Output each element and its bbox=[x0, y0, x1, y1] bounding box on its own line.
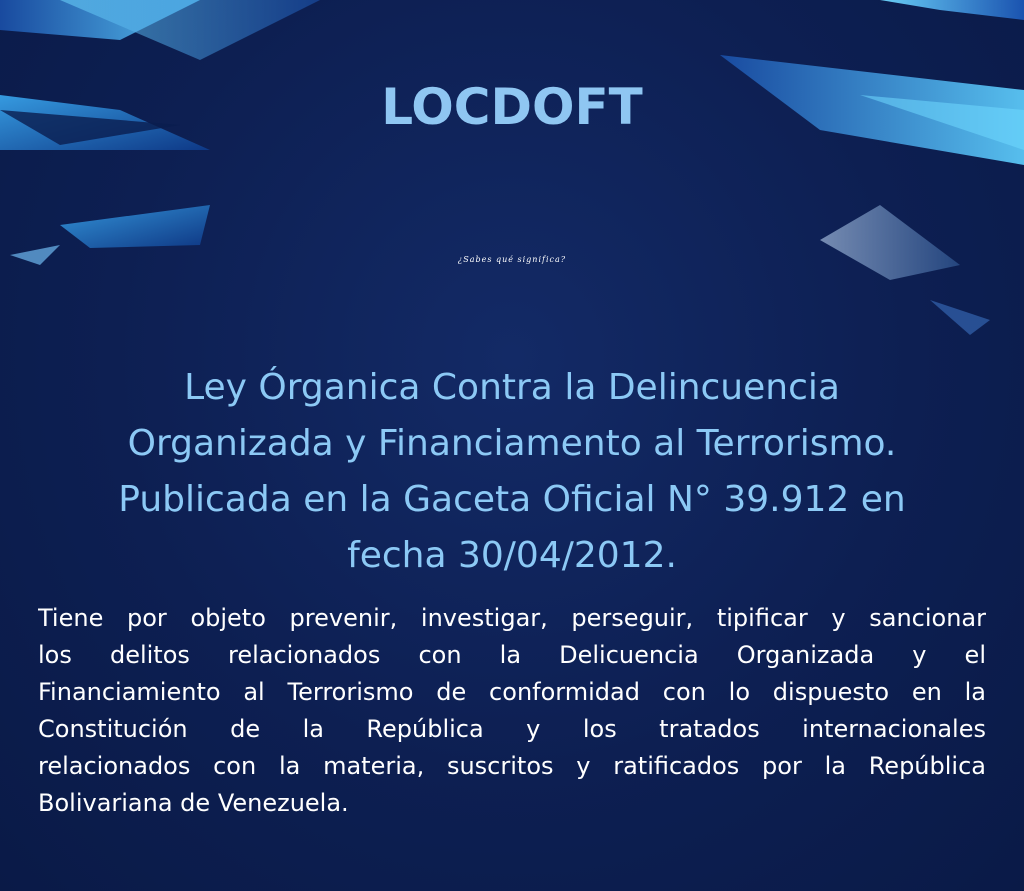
subtitle: ¿Sabes qué significa? bbox=[457, 255, 567, 264]
paragraph-line: Constitución de la República y los tratados internacionales bbox=[38, 715, 986, 743]
paragraph-line: los delitos relacionados con la Delicuencia Organizada y el bbox=[38, 641, 986, 669]
page-title: LOCDOFT bbox=[381, 78, 643, 136]
law-line: fecha 30/04/2012. bbox=[347, 535, 677, 576]
law-line: Ley Órganica Contra la Delincuencia bbox=[184, 367, 840, 408]
paragraph-line: Bolivariana de Venezuela. bbox=[38, 789, 349, 817]
shard-top-right bbox=[880, 0, 1024, 20]
law-description bbox=[40, 360, 984, 584]
paragraph-line: relacionados con la materia, suscritos y ratificados por la República bbox=[38, 752, 986, 780]
objective-paragraph bbox=[38, 600, 986, 822]
law-line: Organizada y Financiamento al Terrorismo. bbox=[127, 423, 897, 464]
law-line: Publicada en la Gaceta Oficial N° 39.912 en bbox=[118, 479, 906, 520]
paragraph-line: Tiene por objeto prevenir, investigar, perseguir, tipificar y sancionar bbox=[38, 604, 986, 632]
shard-mid-right-2 bbox=[930, 300, 990, 335]
paragraph-line: Financiamiento al Terrorismo de conformidad con lo dispuesto en la bbox=[38, 678, 986, 706]
